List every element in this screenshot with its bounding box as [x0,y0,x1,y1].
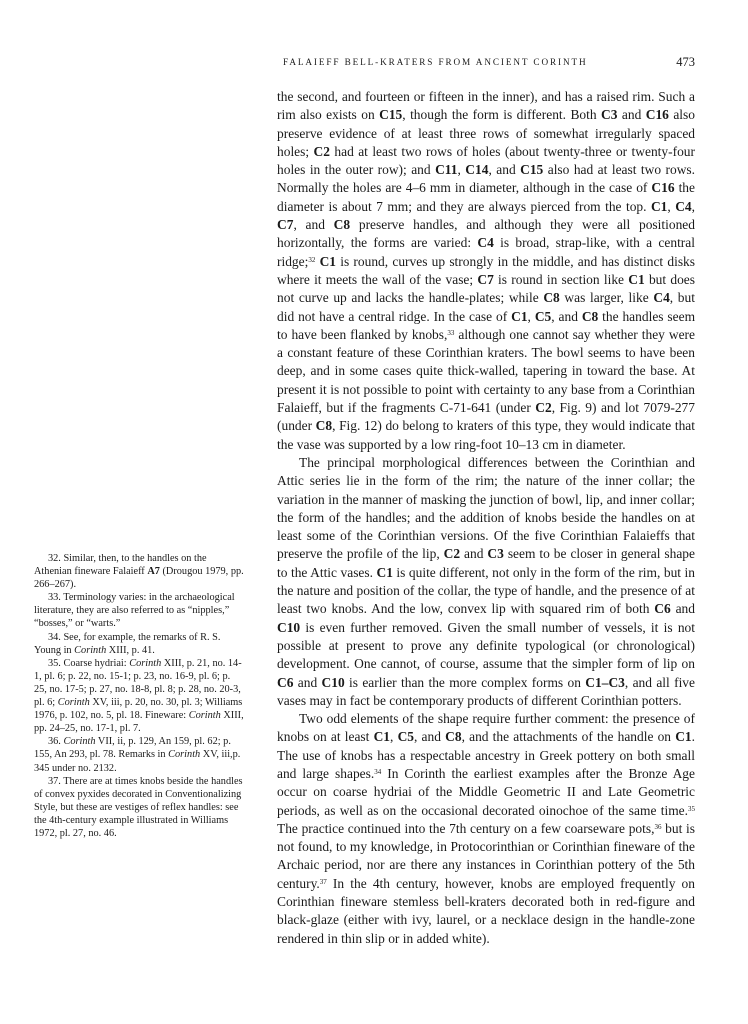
footnote-37: 37. There are at times knobs beside the handles of convex pyxides decorated in Conventionalizing Style, but these are vestiges of reflex handles: see the 4th-century example illustrated in Williams 1972, pl. 27, no. 46. [34,775,243,839]
footnote-36: 36. Corinth VII, ii, p. 129, An 159, pl. 62; p. 155, An 293, pl. 78. Remarks in Corinth XV, iii,p. 345 under no. 2132. [34,736,241,774]
footnote-33: 33. Terminology varies: in the archaeological literature, they are also referred to as “nipples,” “bosses,” or “warts.” [34,592,235,630]
running-head [283,57,695,73]
body-paragraph: the second, and fourteen or fifteen in the inner), and has a raised rim. Such a rim also exists on C15, though the form is different. Both C3 and C16 also preserve evidence of at least three rows of somewhat irregularly spaced holes; C2 had at least two rows of holes (about twenty-three or twenty-four holes in the outer row); and C11, C14, and C15 also had at least two rows. Normally the holes are 4–6 mm in diameter, although in the case of C16 the diameter is about 7 mm; and they are always pierced from the top. C1, C4, C7, and C8 preserve handles, and although they were all positioned horizontally, the forms are varied: C4 is broad, strap-like, with a central ridge;$^{32}$ C1 is round, curves up strongly in the middle, and has distinct disks where it meets the wall of the vase; C7 is round in section like C1 but does not curve up and lacks the handle-plates; while C8 was larger, like C4, but did not have a central ridge. In the case of C1, C5, and C8 the handles seem to have been flanked by knobs,$^{33}$ although one cannot say whether they were a constant feature of these Corinthian kraters. The bowl seems to have been deep, and in some cases quite thick-walled, tapering in toward the base. At present it is not possible to point with certainty to any base from a Corinthian Falaieff, but if the fragments C-71-641 (under C2, Fig. 9) and lot 7079-277 (under C8, Fig. 12) do belong to kraters of this type, they would indicate that the vase was supported by a low ring-foot 10–13 cm in diameter. [277,89,696,452]
footnote-34: 34. See, for example, the remarks of R. S. Young in Corinth XIII, p. 41. [34,631,221,656]
page-number: 473 [676,55,695,69]
body-paragraph: The principal morphological differences between the Corinthian and Attic series lie in the form of the rim; the nature of the inner collar; the variation in the manner of masking the junction of bowl, lip, and inner collar; the form of the handles; and the addition of knobs beside the handles on at least some of the Corinthian versions. Of the five Corinthian Falaieffs that preserve the profile of the lip, C2 and C3 seem to be closer in general shape to the Attic vases. C1 is quite different, not only in the form of the rim, but in the nature and position of the collar, the type of handle, and the presence of at least two knobs. And the low, convex lip with squared rim of both C6 and C10 is even further removed. Given the small number of vessels, it is not possible at present to prove any definite typological (or chronological) development. One cannot, of course, assume that the simpler form of lip on C6 and C10 is earlier than the more complex forms on C1–C3, and all five vases may in fact be contemporary products of different Corinthian potters. [277,454,695,708]
footnote-35: 35. Coarse hydriai: Corinth XIII, p. 21, no. 14-1, pl. 6; p. 22, no. 15-1; p. 23, no. 16-9, pl. 6; p. 25, no. 17-5; p. 27, no. 18-8, pl. 8; p. 28, no. 20-3, pl. 6; Corinth XV, iii, p. 20, no. 30, pl. 3; Williams 1976, p. 102, no. 5, pl. 18. Fineware: Corinth XIII, pp. 24–25, no. 17-1, pl. 7. [34,657,244,735]
body-text [277,88,695,948]
running-head-title: FALAIEFF BELL-KRATERS FROM ANCIENT CORINTH [283,57,588,67]
footnotes [34,552,244,840]
body-paragraph: Two odd elements of the shape require further comment: the presence of knobs on at least C1, C5, and C8, and the attachments of the handle on C1. The use of knobs has a respectable ancestry in Greek pottery on both small and large shapes.$^{34}$ In Corinth the earliest examples after the Bronze Age occur on coarse hydriai of the Middle Geometric II and Late Geometric periods, as well as on the occasional decorated oinochoe of the same time.$^{35}$ The practice continued into the 7th century on a few coarseware pots,$^{36}$ but is not found, to my knowledge, in Protocorinthian or Corinthian fineware of the Archaic period, nor are there any instances in Corinthian pottery of the 5th century.$^{37}$ In the 4th century, however, knobs are employed frequently on Corinthian fineware stemless bell-kraters decorated both in red-figure and black-glaze (either with ivy, laurel, or a necklace design in the handle-zone rendered in thin slip or in added white). [277,711,696,946]
footnote-32: 32. Similar, then, to the handles on the Athenian fineware Falaieff A7 (Drougou 1979, pp. 266–267). [34,553,244,591]
